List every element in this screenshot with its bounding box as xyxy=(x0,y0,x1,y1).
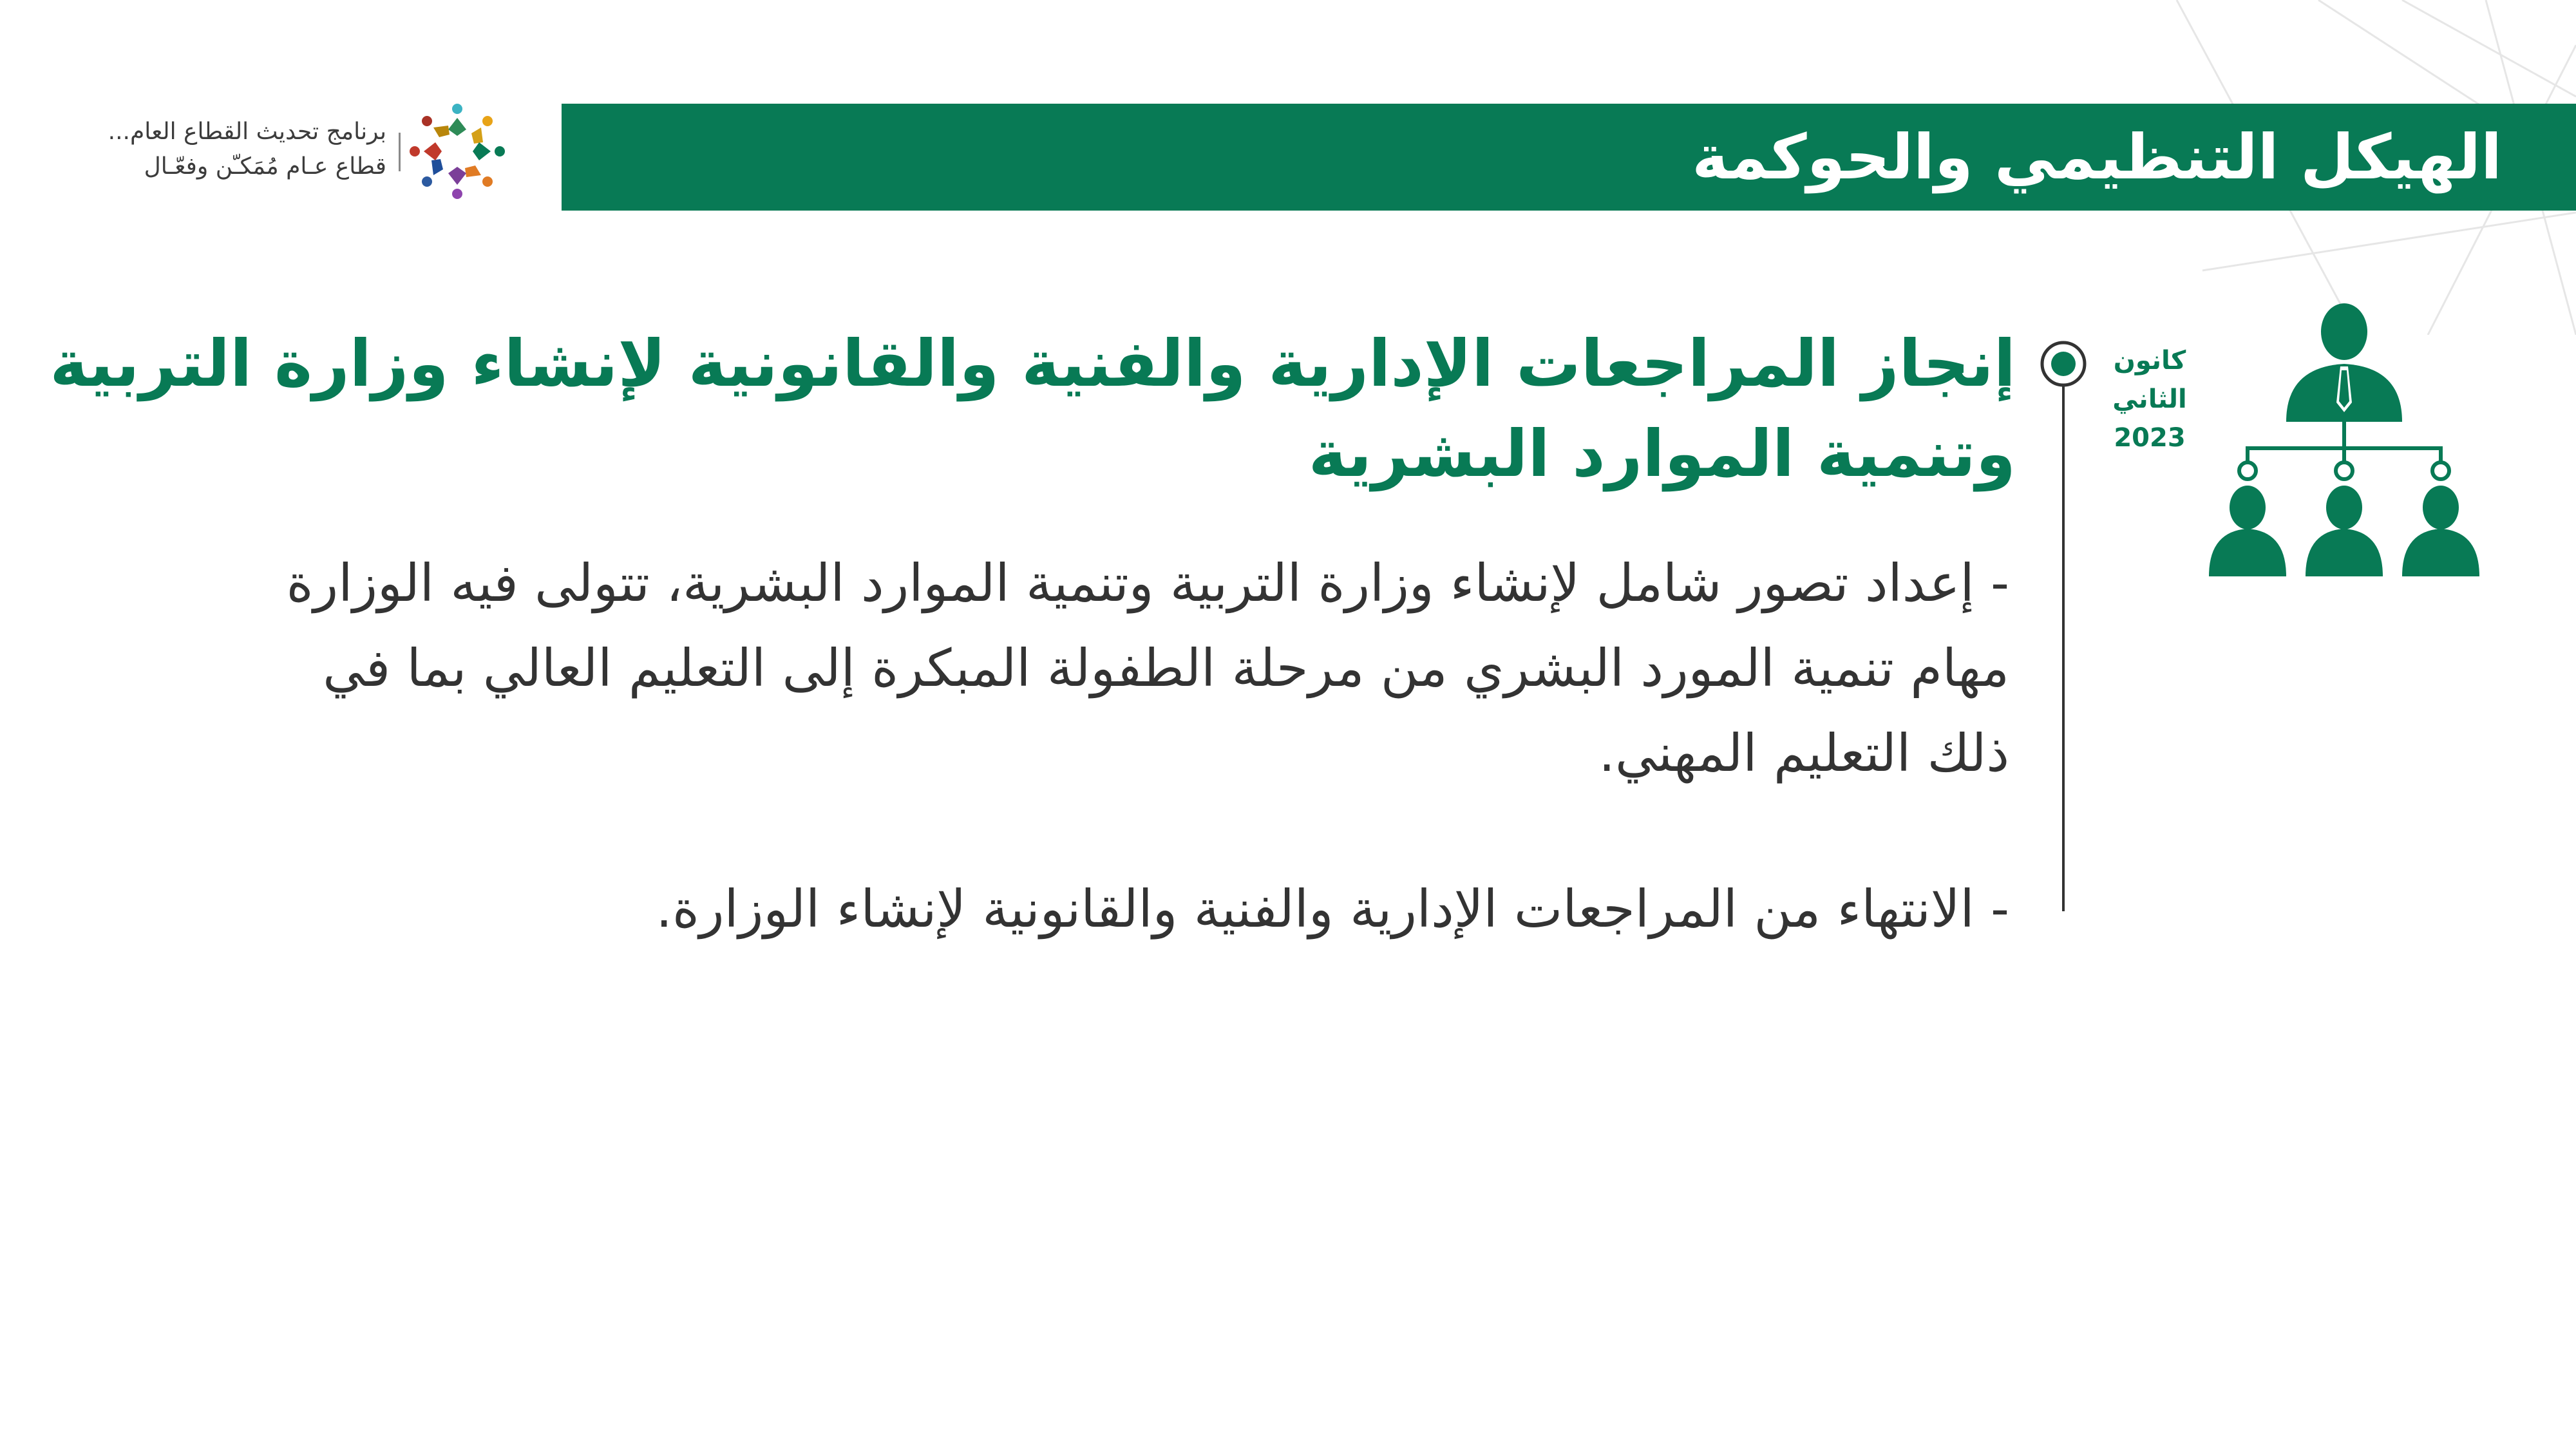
logo-line-2: قطاع عـام مُمَكـّن وفعّـال xyxy=(144,153,386,180)
logo-text xyxy=(108,115,386,184)
section-heading xyxy=(50,319,2016,499)
date-month-line-1: كانون xyxy=(2113,346,2186,375)
date-year: 2023 xyxy=(2114,423,2186,453)
bullet-item-1 xyxy=(52,541,2009,796)
page-title: الهيكل التنظيمي والحوكمة xyxy=(1692,121,2502,193)
org-chart-icon xyxy=(2202,299,2486,583)
bullet-2-line-1: - الانتهاء من المراجعات الإدارية والفنية والقانونية لإنشاء الوزارة. xyxy=(656,879,2009,939)
star-mosaic-logo-icon xyxy=(406,97,509,206)
logo-line-1: برنامج تحديث القطاع العام... xyxy=(108,118,386,145)
date-month-line-2: الثاني xyxy=(2112,384,2187,414)
header-band xyxy=(562,104,2576,211)
bullet-list xyxy=(52,541,2009,952)
bullet-1-line-2: مهام تنمية المورد البشري من مرحلة الطفولة المبكرة إلى التعليم العالي بما في xyxy=(323,638,2009,698)
timeline-dot-icon xyxy=(2039,339,2088,388)
timeline-line xyxy=(2062,364,2065,911)
bullet-1-line-3: ذلك التعليم المهني. xyxy=(1598,723,2009,783)
program-logo xyxy=(39,95,515,211)
section-heading-line-2: وتنمية الموارد البشرية xyxy=(1308,416,2016,491)
bullet-item-2 xyxy=(52,867,2009,952)
section-heading-line-1: إنجاز المراجعات الإدارية والفنية والقانونية لإنشاء وزارة التربية xyxy=(50,326,2016,401)
date-label xyxy=(2098,341,2201,457)
bullet-spacer xyxy=(52,796,2009,867)
logo-separator xyxy=(399,133,401,171)
bullet-1-line-1: - إعداد تصور شامل لإنشاء وزارة التربية وتنمية الموارد البشرية، تتولى فيه الوزارة xyxy=(286,553,2009,613)
